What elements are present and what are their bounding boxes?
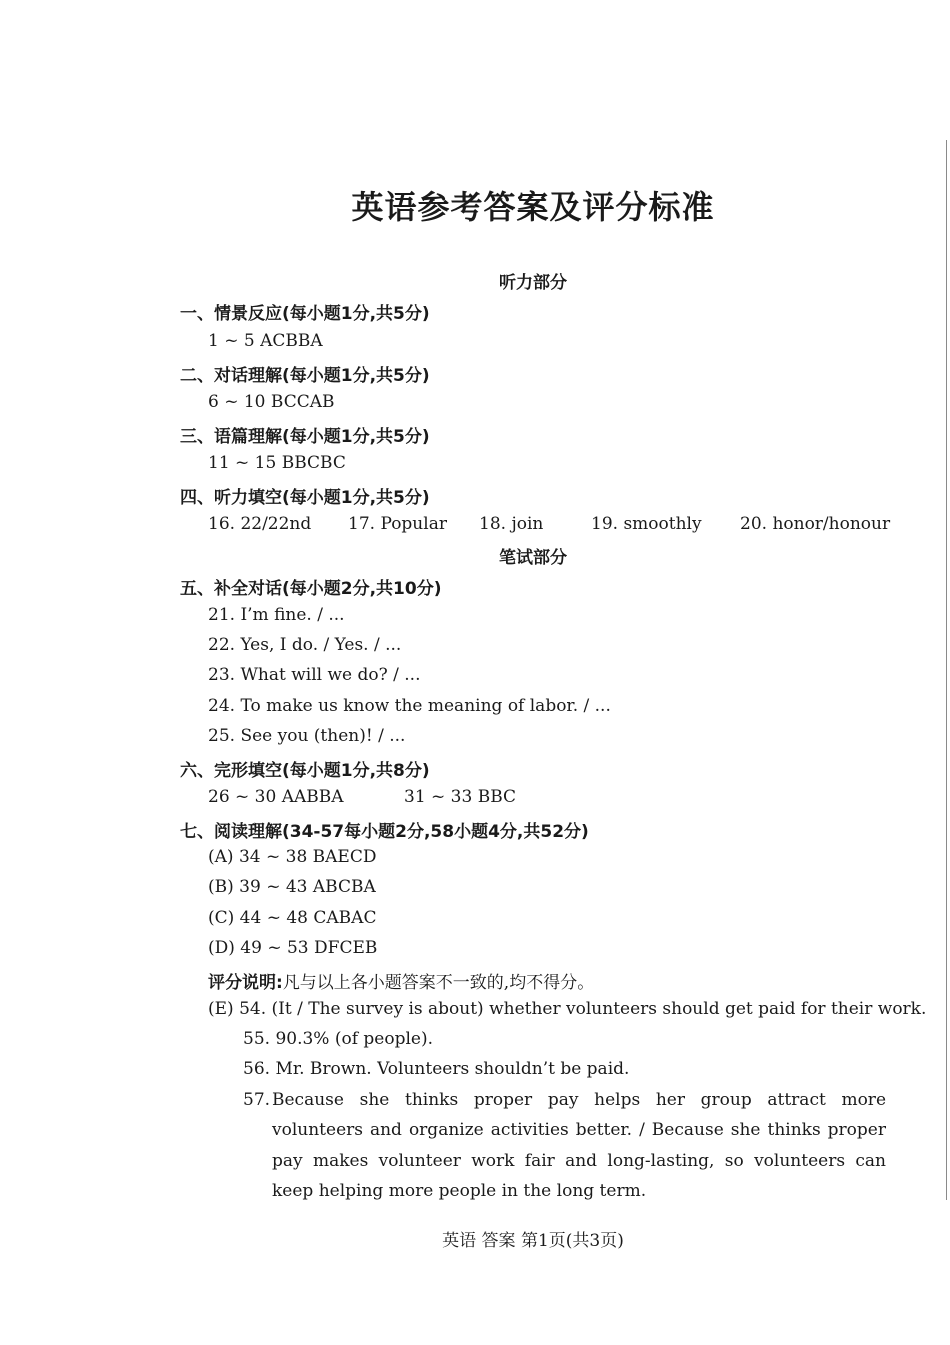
answer-57-number: 57. [243,1090,271,1110]
page-title: 英语参考答案及评分标准 [351,188,715,226]
answer-a: (A) 34 ~ 38 BAECD [208,847,377,867]
section-2-answer: 6 ~ 10 BCCAB [208,392,335,412]
answer-55: 55. 90.3% (of people). [243,1029,434,1049]
answer-19: 19. smoothly [591,514,702,534]
page-edge-line [946,140,947,1200]
answer-25: 25. See you (then)! / ... [208,726,406,746]
answer-d: (D) 49 ~ 53 DFCEB [208,938,378,958]
answer-24: 24. To make us know the meaning of labor. / ... [208,696,611,716]
answer-20: 20. honor/honour [740,514,891,534]
section-4-heading: 四、听力填空(每小题1分,共5分) [180,488,430,508]
answer-23: 23. What will we do? / ... [208,665,421,685]
answer-56: 56. Mr. Brown. Volunteers shouldn’t be paid. [243,1059,630,1079]
answer-21: 21. I’m fine. / ... [208,605,345,625]
answer-31-33: 31 ~ 33 BBC [404,787,517,807]
answer-54-line [208,999,926,1019]
scoring-note-text: 凡与以上各小题答案不一致的,均不得分。 [282,973,595,993]
answer-e-prefix: (E) [208,999,240,1019]
section-1-heading: 一、情景反应(每小题1分,共5分) [180,304,430,324]
writing-heading: 笔试部分 [499,548,567,568]
scoring-note [208,968,594,993]
answer-26-30: 26 ~ 30 AABBA [208,787,344,807]
answer-c: (C) 44 ~ 48 CABAC [208,908,377,928]
scoring-note-label: 评分说明: [208,973,283,993]
section-3-answer: 11 ~ 15 BBCBC [208,453,346,473]
section-3-heading: 三、语篇理解(每小题1分,共5分) [180,427,430,447]
listening-heading: 听力部分 [499,273,567,293]
answer-22: 22. Yes, I do. / Yes. / ... [208,635,402,655]
section-1-answer: 1 ~ 5 ACBBA [208,331,323,351]
answer-17: 17. Popular [348,514,447,534]
section-5-heading: 五、补全对话(每小题2分,共10分) [180,579,442,599]
section-7-heading: 七、阅读理解(34-57每小题2分,58小题4分,共52分) [180,822,589,842]
section-6-heading: 六、完形填空(每小题1分,共8分) [180,761,430,781]
answer-16: 16. 22/22nd [208,514,312,534]
answer-57-text: Because she thinks proper pay helps her group attract more volunteers and organize activities better. / Because she thinks proper pay makes volunteer work fair and long-lasting, so volunteers can keep helping more people in the long term. [272,1090,886,1201]
answer-54: 54. (It / The survey is about) whether volunteers should get paid for their work. [239,999,927,1019]
section-2-heading: 二、对话理解(每小题1分,共5分) [180,366,430,386]
answer-b: (B) 39 ~ 43 ABCBA [208,877,376,897]
page-footer: 英语 答案 第1页(共3页) [442,1231,624,1251]
answer-18: 18. join [479,514,544,534]
